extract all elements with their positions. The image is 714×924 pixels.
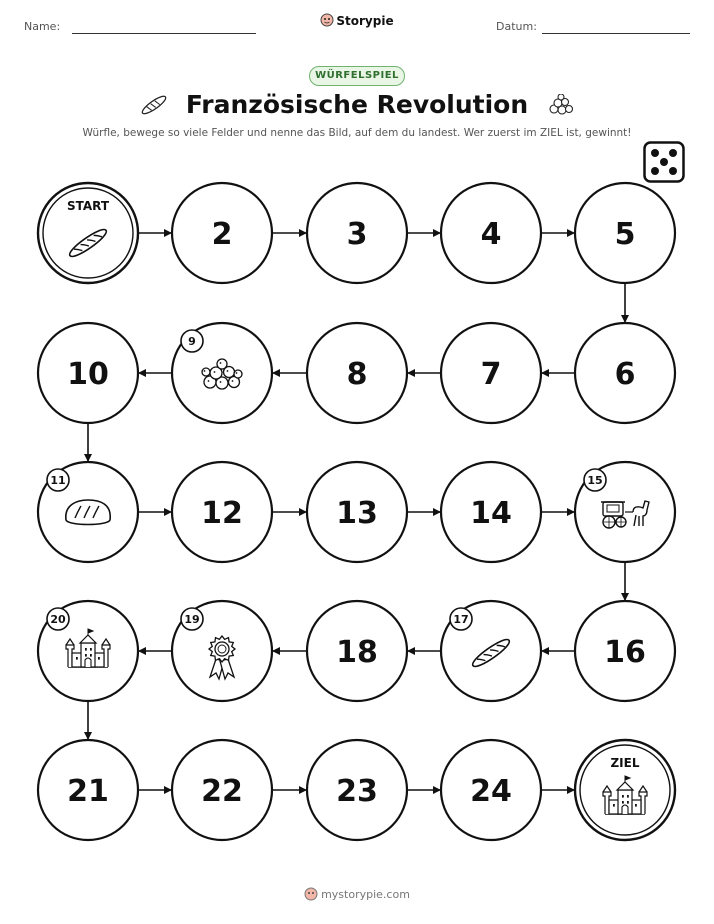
start-label: START [66,199,110,213]
board-cell-9[interactable] [172,323,272,423]
cell-number: 12 [201,496,243,531]
board-cell-7[interactable] [441,323,541,423]
board-cell-19[interactable] [172,601,272,701]
board-cell-2[interactable] [172,183,272,283]
board-cell-5[interactable] [575,183,675,283]
board-cell-25[interactable] [575,740,675,840]
cell-number: 17 [453,613,469,626]
cell-number: 7 [480,357,502,392]
instructions: Würfle, bewege so viele Felder und nenne das Bild, auf dem du landest. Wer zuerst im ZIEL ist, gewinnt! [82,127,632,139]
cell-number: 20 [50,613,66,626]
board-cell-4[interactable] [441,183,541,283]
board-cell-18[interactable] [307,601,407,701]
finish-label: ZIEL [610,756,640,770]
board-cell-13[interactable] [307,462,407,562]
board-cell-24[interactable] [441,740,541,840]
board-cell-14[interactable] [441,462,541,562]
board-cell-1[interactable] [38,183,138,283]
board-cell-8[interactable] [307,323,407,423]
board-cell-15[interactable] [575,462,675,562]
cell-number: 23 [336,774,378,809]
cell-number: 24 [470,774,512,809]
date-label: Datum: [496,20,537,33]
cell-number: 6 [614,357,636,392]
storypie-logo-icon [304,887,318,901]
board-cell-20[interactable] [38,601,138,701]
cell-number: 16 [604,635,646,670]
cell-number: 3 [346,217,368,252]
board-cell-21[interactable] [38,740,138,840]
cell-number: 10 [67,357,109,392]
cell-number: 11 [50,474,66,487]
name-label: Name: [24,20,61,33]
footer [0,887,714,901]
board-cell-12[interactable] [172,462,272,562]
cell-number: 14 [470,496,512,531]
brand-name: Storypie [336,14,394,28]
cell-number: 15 [587,474,603,487]
cell-number: 19 [184,613,200,626]
cell-number: 4 [480,217,502,252]
cell-number: 8 [346,357,368,392]
cell-number: 18 [336,635,378,670]
game-type-badge: WÜRFELSPIEL [309,66,405,86]
board-cell-16[interactable] [575,601,675,701]
board-cell-22[interactable] [172,740,272,840]
cell-number: 22 [201,774,243,809]
footer-url: mystorypie.com [321,888,410,901]
board-cell-10[interactable] [38,323,138,423]
board-cell-3[interactable] [307,183,407,283]
cell-number: 21 [67,774,109,809]
board-cell-6[interactable] [575,323,675,423]
page-title-text: Französische Revolution [185,90,529,119]
cell-number: 2 [211,217,233,252]
cell-number: 13 [336,496,378,531]
bread-icon [66,500,110,525]
board-cell-11[interactable] [38,462,138,562]
cell-number: 9 [188,335,196,348]
board-cell-17[interactable] [441,601,541,701]
board-cell-23[interactable] [307,740,407,840]
cell-number: 5 [614,217,636,252]
